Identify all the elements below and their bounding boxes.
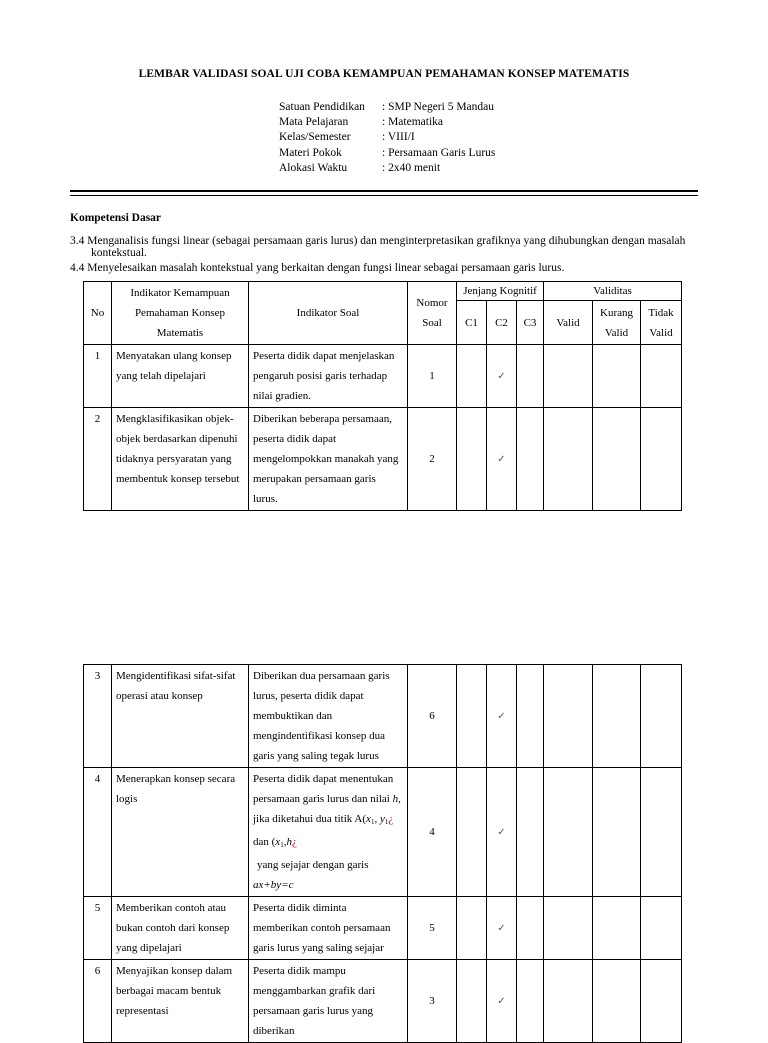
row-indikator-soal: Diberikan beberapa persamaan, peserta didik dapat mengelompokkan manakah yang merupakan persamaan garis lurus. [249,408,408,511]
table-row [84,768,682,897]
row-no: 6 [84,960,112,1043]
row-c2 [487,665,517,768]
row-c1 [457,408,487,511]
row-c3 [517,408,544,511]
info-label: Alokasi Waktu [279,161,348,174]
row-valid [544,665,593,768]
row-no: 2 [84,408,112,511]
info-row-materi [279,146,495,161]
row-indikator-kemampuan: Menerapkan konsep secara logis [112,768,249,897]
info-label: Mata Pelajaran [279,116,349,129]
row-nomor-soal: 6 [408,665,457,768]
document-title: LEMBAR VALIDASI SOAL UJI COBA KEMAMPUAN PEMAHAMAN KONSEP MATEMATIS [138,68,630,80]
row-nomor-soal: 3 [408,960,457,1043]
header-divider-thin [70,195,698,196]
header-c1: C1 [457,301,487,345]
row-valid [544,408,593,511]
header-no: No [84,282,112,345]
math-comma: , [374,813,380,825]
info-row-mapel [279,115,495,130]
info-block [279,100,495,176]
info-value: : Matematika [382,116,443,129]
row-kurang-valid [593,960,641,1043]
row-indikator-soal: Diberikan dua persamaan garis lurus, peserta didik dapat membuktikan dan mengindentifikasi konsep dua garis yang saling tegak lurus [249,665,408,768]
info-label: Kelas/Semester [279,131,351,144]
kompetensi-dasar-heading: Kompetensi Dasar [70,212,162,224]
math-glitch: ¿ [291,836,297,848]
row-kurang-valid [593,768,641,897]
info-value: : VIII/I [382,131,415,144]
row-valid [544,768,593,897]
info-value: : Persamaan Garis Lurus [382,146,496,159]
row-indikator-soal: Peserta didik dapat menjelaskan pengaruh posisi garis terhadap nilai gradien. [249,345,408,408]
row-c1 [457,897,487,960]
row-indikator-kemampuan: Mengidentifikasi sifat-sifat operasi atau konsep [112,665,249,768]
soal-text: , jika diketahui dua titik A( [253,793,401,825]
check-mark-icon: ✓ [497,370,506,382]
row-no: 1 [84,345,112,408]
math-glitch: ¿ [388,813,394,825]
info-value: : SMP Negeri 5 Mandau [382,101,495,113]
soal-text: yang sejajar dengan garis [257,859,369,871]
row-kurang-valid [593,345,641,408]
row-nomor-soal: 5 [408,897,457,960]
kompetensi-item-1-line1: 3.4 Menganalisis fungsi linear (sebagai persamaan garis lurus) dan menginterpretasikan grafiknya yang dihubungkan dengan masalah [70,235,686,247]
row-valid [544,897,593,960]
row-c2 [487,897,517,960]
row-no: 4 [84,768,112,897]
row-kurang-valid [593,408,641,511]
row-c2 [487,345,517,408]
header-c3: C3 [517,301,544,345]
soal-text: dan ( [253,836,276,848]
math-subscript: 1 [384,818,389,826]
validation-table-part2 [83,664,682,1043]
info-row-satuan [279,100,495,115]
row-c3 [517,345,544,408]
row-no: 3 [84,665,112,768]
table-row [84,960,682,1043]
row-c3 [517,960,544,1043]
row-tidak-valid [641,897,682,960]
check-mark-icon: ✓ [497,710,506,722]
soal-text: Peserta didik dapat menentukan persamaan garis lurus dan nilai [253,773,394,805]
math-x: x [366,813,371,825]
info-row-kelas [279,130,495,145]
info-label: Materi Pokok [279,146,342,159]
row-kurang-valid [593,665,641,768]
header-validitas: Validitas [544,282,682,301]
row-c2 [487,960,517,1043]
row-c3 [517,768,544,897]
header-indikator-kemampuan: Indikator Kemampuan Pemahaman Konsep Matematis [112,282,249,345]
math-y: y [379,813,385,825]
header-indikator-soal: Indikator Soal [249,282,408,345]
row-indikator-soal: Peserta didik mampu menggambarkan grafik dari persamaan garis lurus yang diberikan [249,960,408,1043]
kompetensi-item-1 [70,235,710,259]
math-h: h [286,836,292,848]
row-indikator-kemampuan: Memberikan contoh atau bukan contoh dari konsep yang dipelajari [112,897,249,960]
header-divider-thick [70,190,698,192]
row-tidak-valid [641,768,682,897]
row-kurang-valid [593,897,641,960]
row-c1 [457,665,487,768]
row-c1 [457,768,487,897]
check-mark-icon: ✓ [497,826,506,838]
row-indikator-kemampuan: Mengklasifikasikan objek-objek berdasarkan dipenuhi tidaknya persyaratan yang membentuk konsep tersebut [112,408,249,511]
row-c3 [517,665,544,768]
table-row [84,665,682,768]
info-label: Satuan Pendidikan [279,101,365,113]
math-comma: , [283,836,287,848]
header-c2: C2 [487,301,517,345]
row-c1 [457,960,487,1043]
math-x: x [275,836,281,848]
math-equation: ax+by=c [253,879,294,891]
row-nomor-soal: 2 [408,408,457,511]
row-indikator-kemampuan: Menyatakan ulang konsep yang telah dipelajari [112,345,249,408]
row-c3 [517,897,544,960]
row-tidak-valid [641,345,682,408]
info-row-alokasi [279,161,495,176]
math-subscript: 1 [370,818,375,826]
header-kurang-valid: Kurang Valid [593,301,641,345]
row-c1 [457,345,487,408]
row-indikator-soal [249,768,408,897]
header-nomor-soal: Nomor Soal [408,282,457,345]
row-indikator-soal: Peserta didik diminta memberikan contoh persamaan garis lurus yang saling sejajar [249,897,408,960]
row-no: 5 [84,897,112,960]
header-jenjang-kognitif: Jenjang Kognitif [457,282,544,301]
header-tidak-valid: Tidak Valid [641,301,682,345]
row-nomor-soal: 1 [408,345,457,408]
table-header-row [84,282,682,301]
row-c2 [487,768,517,897]
math-h: h [392,793,399,805]
header-valid: Valid [544,301,593,345]
kompetensi-item-1-line2: kontekstual. [91,247,147,259]
row-nomor-soal: 4 [408,768,457,897]
row-tidak-valid [641,960,682,1043]
row-valid [544,345,593,408]
row-c2 [487,408,517,511]
row-valid [544,960,593,1043]
check-mark-icon: ✓ [497,922,506,934]
check-mark-icon: ✓ [497,995,506,1007]
check-mark-icon: ✓ [497,453,506,465]
table-row [84,345,682,408]
table-row [84,408,682,511]
row-tidak-valid [641,408,682,511]
table-row [84,897,682,960]
info-value: : 2x40 menit [382,161,441,174]
validation-table-part1 [83,281,682,511]
kompetensi-item-2: 4.4 Menyelesaikan masalah kontekstual yang berkaitan dengan fungsi linear sebagai persamaan garis lurus. [70,262,565,274]
row-tidak-valid [641,665,682,768]
math-subscript: 1 [280,841,284,849]
row-indikator-kemampuan: Menyajikan konsep dalam berbagai macam bentuk representasi [112,960,249,1043]
